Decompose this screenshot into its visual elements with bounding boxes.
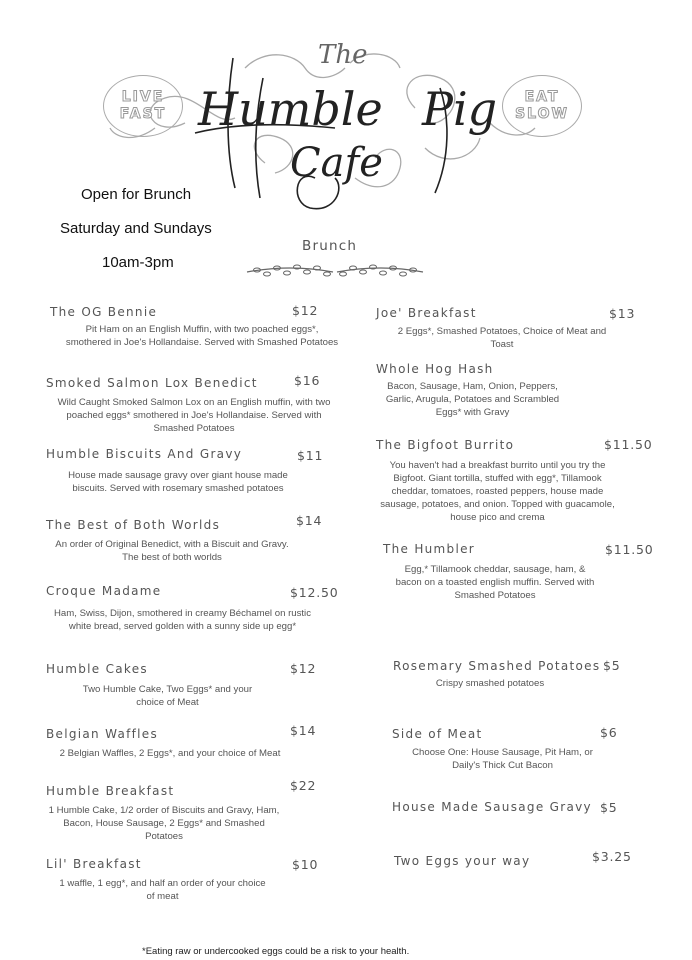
item-price: $6 — [600, 725, 618, 740]
item-description: Crispy smashed potatoes — [435, 678, 545, 689]
item-price: $11 — [297, 448, 324, 463]
item-name: Humble Cakes — [46, 662, 148, 676]
logo-cafe: Cafe — [290, 140, 383, 186]
badge-right-line2: SLOW — [515, 106, 569, 122]
item-price: $10 — [292, 857, 319, 872]
item-name: Humble Biscuits And Gravy — [46, 447, 243, 461]
item-price: $12.50 — [290, 585, 339, 600]
logo-the: The — [318, 40, 368, 70]
item-price: $11.50 — [604, 437, 653, 452]
item-name: Lil' Breakfast — [46, 857, 142, 871]
item-name: House Made Sausage Gravy — [392, 800, 592, 814]
item-description: Pit Ham on an English Muffin, with two poached eggs*, smothered in Joe's Hollandaise. Served with Smashed Potatoes — [65, 324, 339, 348]
item-name: Smoked Salmon Lox Benedict — [46, 376, 258, 390]
item-description: Wild Caught Smoked Salmon Lox on an English muffin, with two poached eggs* smothered in Joe's Hollandaise. Served with Smashed Potatoes — [57, 397, 331, 434]
hours-line-1: Open for Brunch — [81, 186, 192, 203]
item-name: Croque Madame — [46, 584, 162, 598]
eat-slow-badge — [502, 75, 582, 137]
item-name: Belgian Waffles — [46, 727, 159, 741]
item-price: $3.25 — [592, 849, 632, 864]
badge-right-line1: EAT — [524, 89, 560, 105]
item-description: Bacon, Sausage, Ham, Onion, Peppers, Garlic, Arugula, Potatoes and Scrambled Eggs* with Gravy — [385, 381, 560, 418]
item-name: Two Eggs your way — [394, 854, 531, 868]
item-price: $12 — [292, 303, 319, 318]
logo-humble: Humble — [198, 82, 383, 136]
item-price: $12 — [290, 661, 317, 676]
item-price: $5 — [603, 658, 621, 673]
badge-left-line2: FAST — [119, 106, 167, 122]
item-name: Joe' Breakfast — [376, 306, 477, 320]
item-description: Ham, Swiss, Dijon, smothered in creamy Béchamel on rustic white bread, served golden with a sunny side up egg* — [54, 608, 311, 632]
item-description: 1 waffle, 1 egg*, and half an order of your choice of meat — [59, 878, 266, 902]
item-price: $22 — [290, 778, 317, 793]
item-description: You haven't had a breakfast burrito until you try the Bigfoot. Giant tortilla, stuffed with egg*, Tillamook cheddar, tomatoes, roasted peppers, house made sausage, potatoes, and onion. Topped with guacamole, house pico and crema — [380, 460, 615, 523]
item-name: Humble Breakfast — [46, 784, 175, 798]
item-description: Choose One: House Sausage, Pit Ham, or Daily's Thick Cut Bacon — [412, 747, 593, 771]
logo-pig: Pig — [422, 82, 498, 136]
item-name: Rosemary Smashed Potatoes — [393, 659, 601, 673]
hours-line-2: Saturday and Sundays — [60, 220, 212, 237]
laurel-divider-icon — [245, 260, 425, 280]
item-description: 2 Eggs*, Smashed Potatoes, Choice of Meat and Toast — [397, 326, 607, 350]
item-description: An order of Original Benedict, with a Biscuit and Gravy. The best of both worlds — [55, 539, 289, 563]
raw-egg-disclaimer: *Eating raw or undercooked eggs could be a risk to your health. — [142, 946, 410, 957]
item-name: The OG Bennie — [50, 305, 158, 319]
item-price: $14 — [296, 513, 323, 528]
item-price: $13 — [609, 306, 636, 321]
item-name: The Humbler — [383, 542, 476, 556]
live-fast-badge — [103, 75, 183, 137]
item-name: The Bigfoot Burrito — [376, 438, 515, 452]
item-description: Egg,* Tillamook cheddar, sausage, ham, & bacon on a toasted english muffin. Served with Smashed Potatoes — [395, 564, 595, 601]
hours-line-3: 10am-3pm — [102, 254, 174, 271]
item-description: Two Humble Cake, Two Eggs* and your choice of Meat — [82, 684, 253, 708]
item-description: 2 Belgian Waffles, 2 Eggs*, and your choice of Meat — [59, 748, 281, 759]
item-description: 1 Humble Cake, 1/2 order of Biscuits and Gravy, Ham, Bacon, House Sausage, 2 Eggs* and Smashed Potatoes — [48, 805, 280, 842]
item-name: Whole Hog Hash — [376, 362, 494, 376]
item-description: House made sausage gravy over giant house made biscuits. Served with rosemary smashed potatoes — [68, 470, 288, 494]
item-price: $11.50 — [605, 542, 654, 557]
item-name: The Best of Both Worlds — [46, 518, 221, 532]
item-price: $14 — [290, 723, 317, 738]
section-title: Brunch — [302, 238, 358, 254]
item-price: $16 — [294, 373, 321, 388]
item-price: $5 — [600, 800, 618, 815]
badge-left-line1: LIVE — [121, 89, 165, 105]
item-name: Side of Meat — [392, 727, 483, 741]
